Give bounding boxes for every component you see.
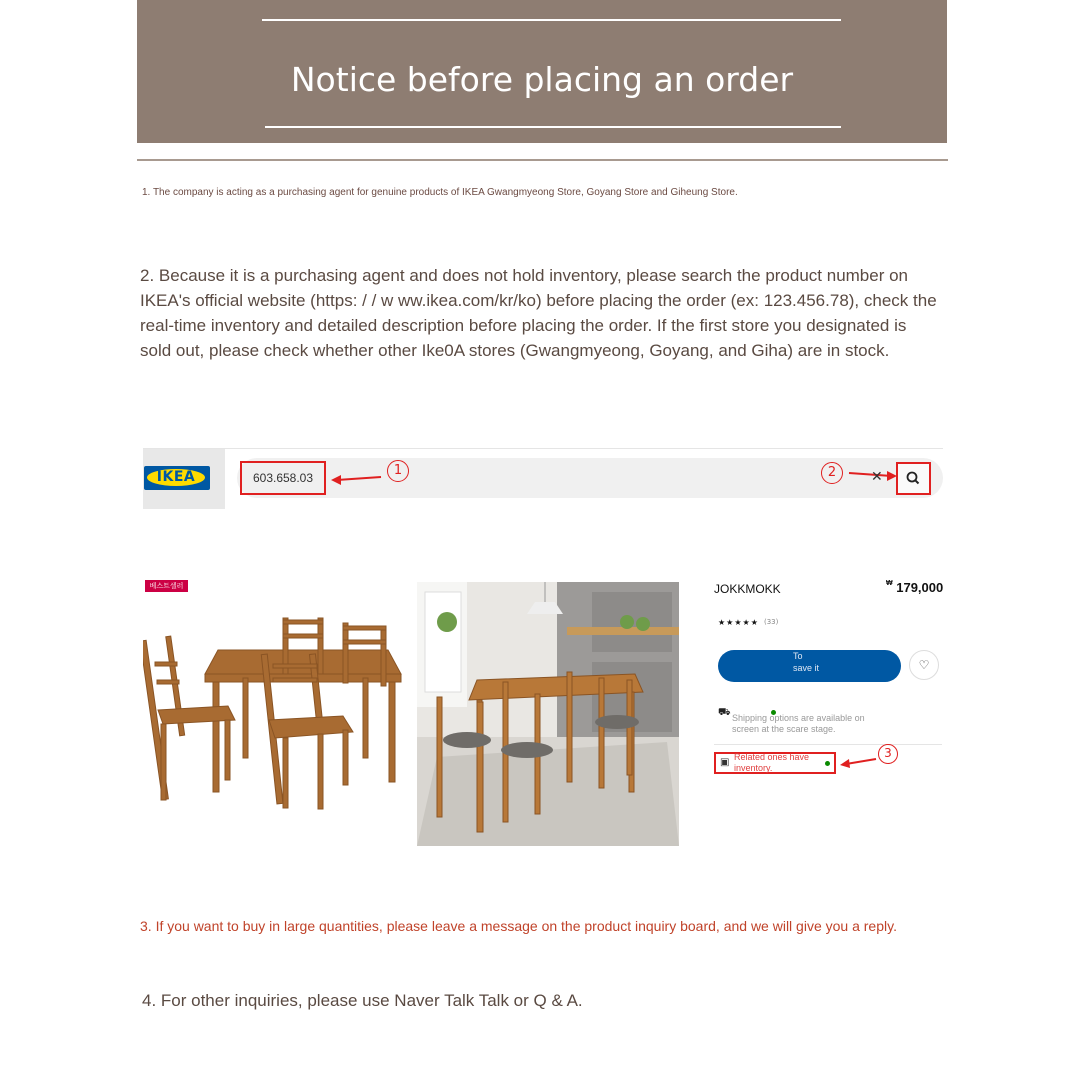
search-button[interactable] (896, 462, 931, 495)
currency-symbol: ₩ (886, 580, 893, 587)
banner-bottom-line (265, 126, 841, 128)
ikea-logo-text: IKEA (147, 469, 205, 486)
stock-dot (825, 761, 830, 766)
notice-item-3: 3. If you want to buy in large quantities, please leave a message on the product inquiry board, and we will give you a reply. (140, 918, 897, 934)
banner-top-line (262, 19, 841, 21)
truck-icon: ⛟ (718, 707, 731, 718)
arrow-left-icon (329, 471, 385, 487)
step-marker-2: 2 (821, 462, 843, 484)
store-stock-info: Related ones have inventory. (734, 752, 810, 773)
step-marker-3: 3 (878, 744, 898, 764)
product-info-panel (708, 576, 948, 796)
favorite-heart-icon[interactable]: ♡ (909, 650, 939, 680)
product-photo-room (417, 582, 679, 846)
bestseller-badge: 베스트셀러 (145, 580, 188, 592)
close-icon[interactable]: ✕ (871, 469, 883, 485)
logo-area (143, 449, 225, 509)
search-icon (898, 464, 929, 493)
shipping-info: Shipping options are available on screen at the scare stage. (732, 713, 865, 734)
store-icon: ▣ (720, 757, 730, 768)
product-name: JOKKMOKK (714, 582, 781, 596)
header-banner (137, 0, 947, 143)
notice-item-4: 4. For other inquiries, please use Naver Talk Talk or Q & A. (142, 991, 583, 1010)
step-marker-1: 1 (387, 460, 409, 482)
product-photo-table-set (143, 578, 405, 843)
table-set-illustration (143, 578, 405, 843)
notice-item-2: 2. Because it is a purchasing agent and does not hold inventory, please search the product number on IKEA's official website (https: / / w ww.ikea.com/kr/ko) before placing the order (ex: 123.456.78), check the real-time inventory and detailed description before placing the order. If the first store you designated is sold out, please check whether other Ike0A stores (Gwangmyeong, Goyang, and Giha) are in stock. (140, 266, 937, 360)
divider (137, 159, 948, 161)
rating-stars-icon: ★★★★★ (718, 618, 759, 627)
arrow-left-icon (838, 756, 878, 770)
room-scene-illustration (417, 582, 679, 846)
search-bar-screenshot (143, 448, 943, 509)
price-value: 179,000 (896, 580, 944, 595)
save-button[interactable] (718, 650, 901, 682)
ikea-logo (144, 466, 210, 490)
save-button-label: To save it (793, 651, 820, 673)
review-count: (33) (764, 618, 779, 626)
info-divider (714, 744, 942, 745)
notice-item-1: 1. The company is acting as a purchasing agent for genuine products of IKEA Gwangmyeong Store, Goyang Store and Giheung Store. (142, 187, 738, 198)
page-title: Notice before placing an order (290, 60, 794, 99)
product-price (886, 580, 943, 595)
product-number-value: 603.658.03 (240, 461, 326, 495)
